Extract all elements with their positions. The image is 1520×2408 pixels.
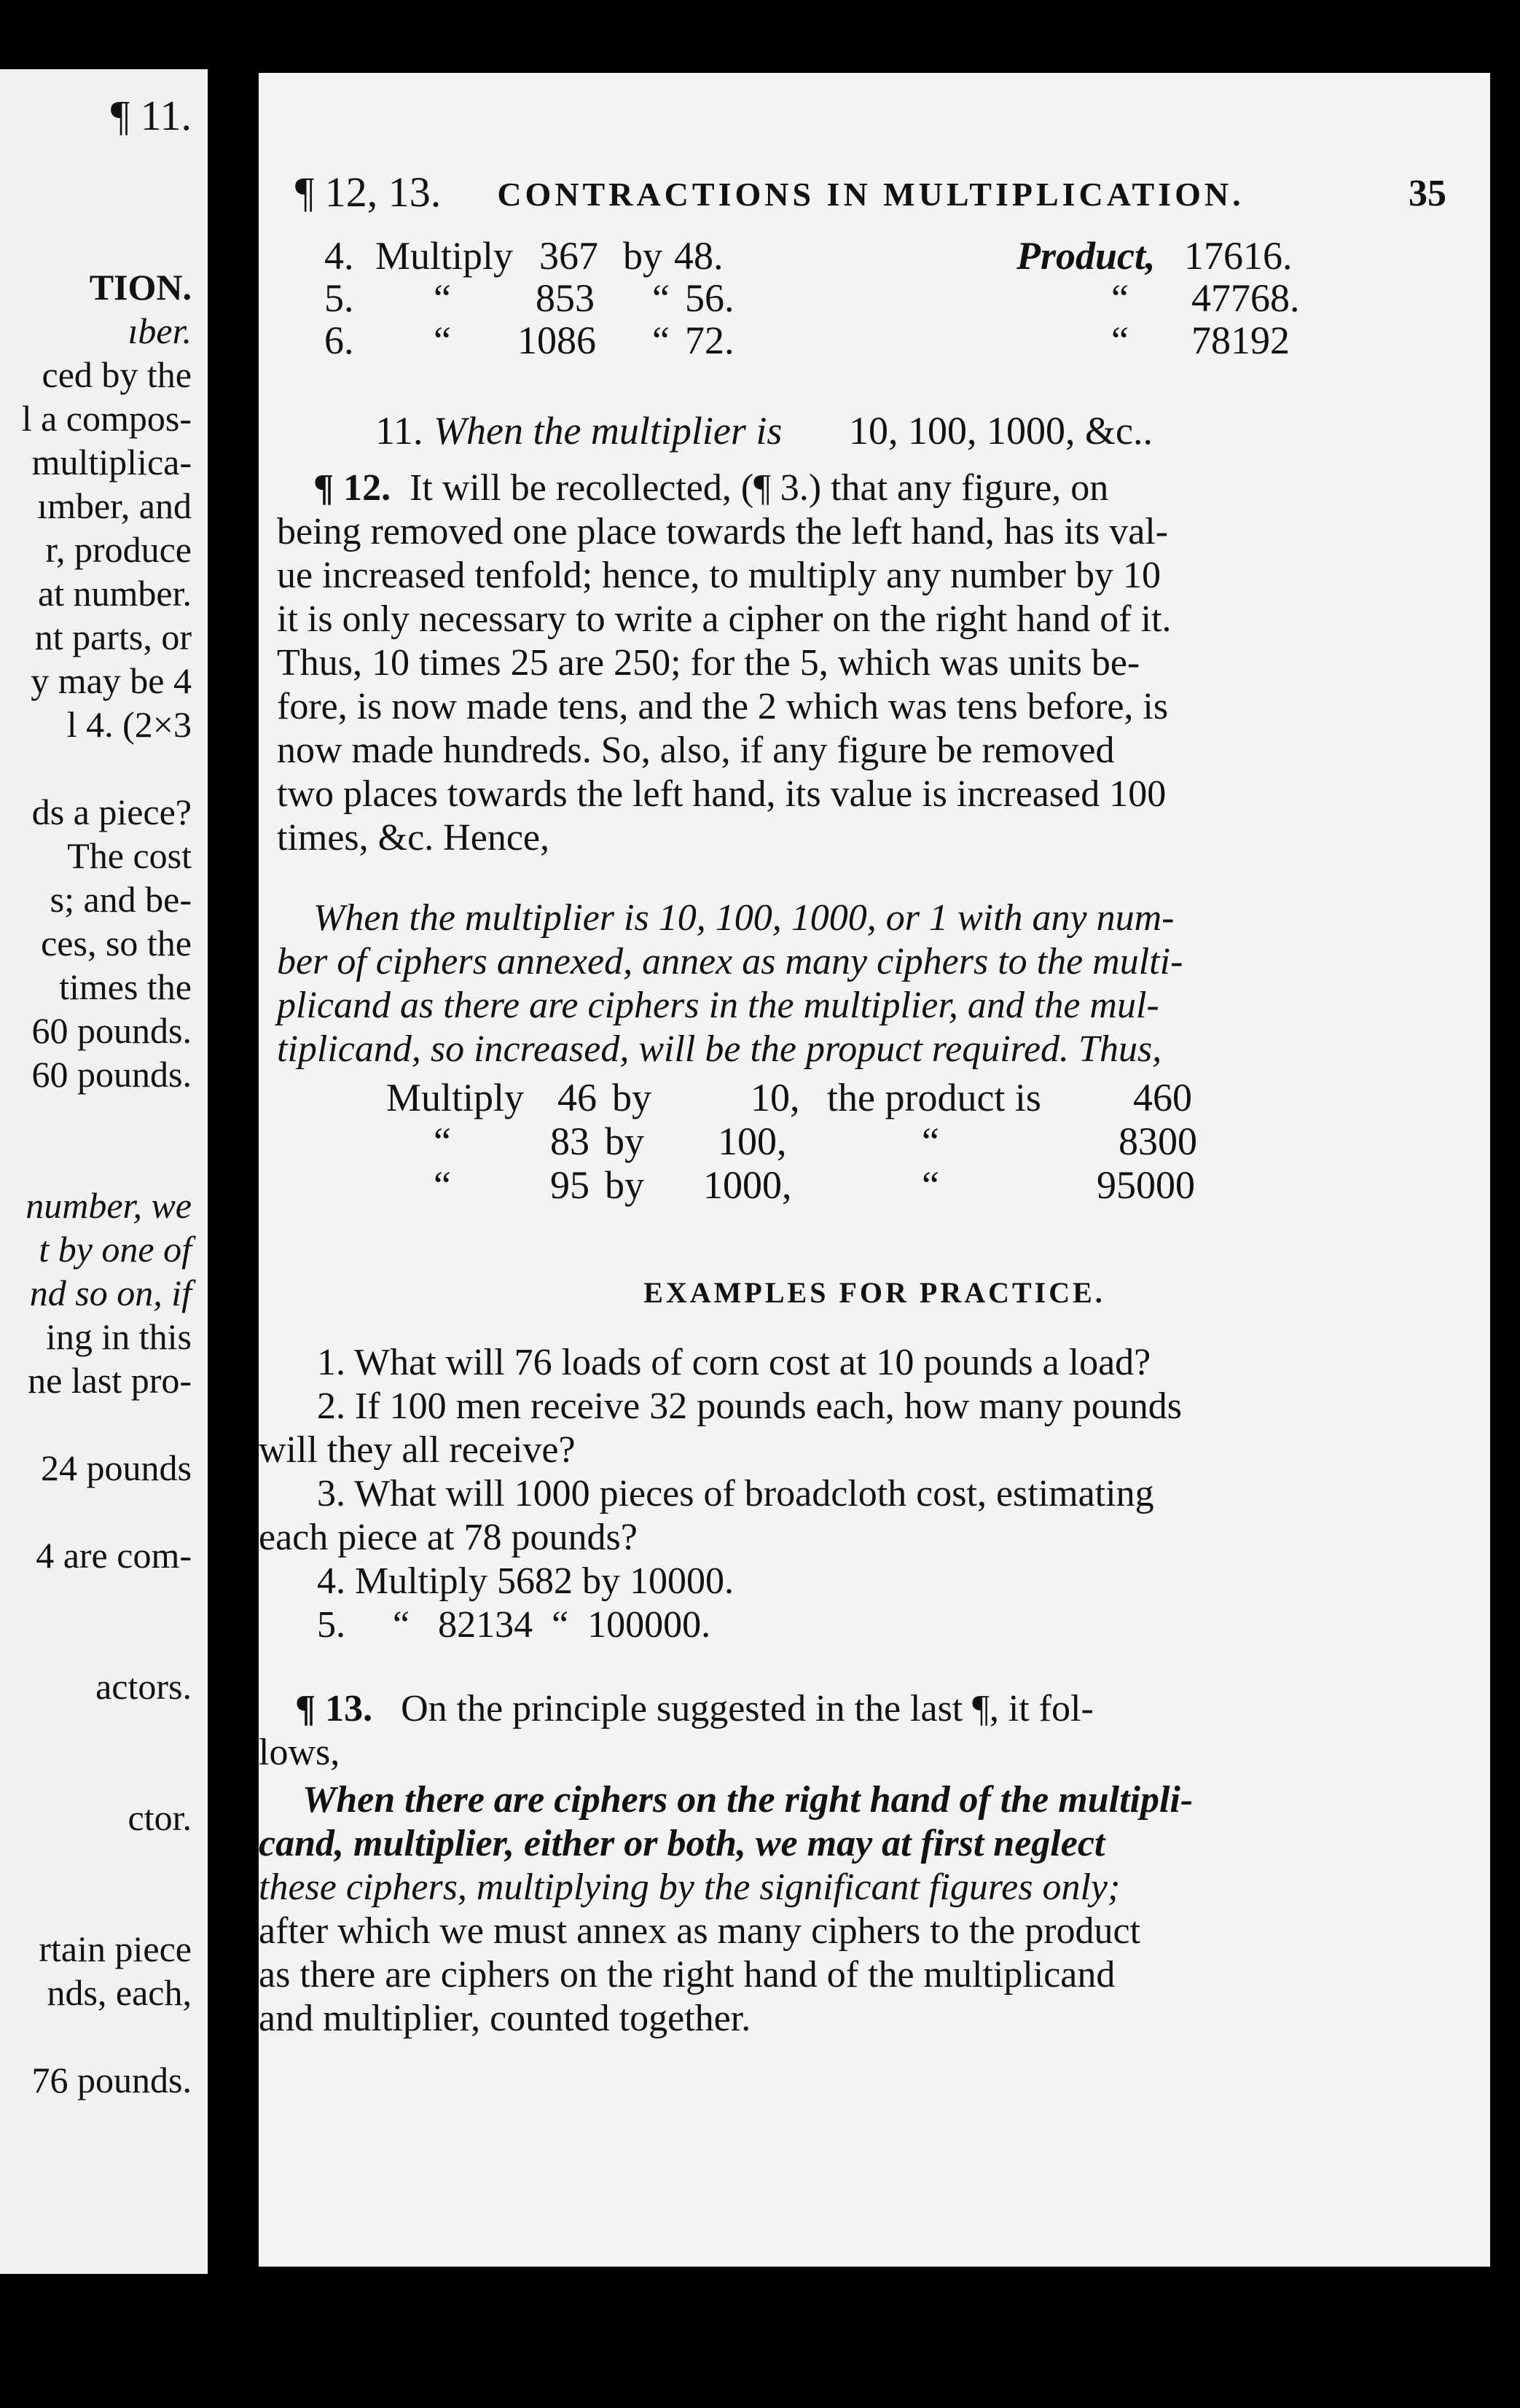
left-line: actors. [95,1666,192,1707]
practice-item: 1. What will 76 loads of corn cost at 10 pounds a load? [317,1342,1151,1383]
example-label: “ [1111,276,1129,320]
practice-item: 5. “ 82134 “ 100000. [317,1604,711,1646]
line-text: It will be recollected, (¶ 3.) that any figure, on [410,467,1109,509]
left-line: 24 pounds [41,1447,192,1488]
example-result: 78192 [1191,318,1290,362]
paragraph-line: ber of ciphers annexed, annex as many ciphers to the multi- [277,941,1183,982]
header-title: CONTRACTIONS IN MULTIPLICATION. [497,176,1245,213]
example-label: “ [1111,318,1129,362]
example-b: 72. [685,318,734,362]
paragraph-line: after which we must annex as many ciphers to the product [259,1910,1141,1952]
page-gutter [208,0,259,2408]
rule-13-paragraph [259,1778,1461,2041]
example-b: 10, [751,1076,800,1119]
practice-heading: EXAMPLES FOR PRACTICE. [643,1276,1105,1309]
example-a: 1086 [517,318,596,362]
left-line: 60 pounds. [31,1010,192,1051]
example-b: 1000, [703,1163,792,1207]
right-page [259,73,1490,2267]
left-line: nd so on, if [29,1273,192,1313]
paragraph-line: times, &c. Hence, [277,817,549,859]
example-num: 6. [324,318,354,362]
paragraph-line: fore, is now made tens, and the 2 which was tens before, is [277,686,1169,727]
example-verb: “ [434,276,451,320]
practice-item: 2. If 100 men receive 32 pounds each, how many pounds [317,1385,1183,1427]
example-verb: “ [434,1119,451,1163]
rule-example-row [259,1162,1490,1206]
left-line: y may be 4 [31,660,192,701]
example-verb: Multiply [386,1076,525,1119]
example-a: 83 [550,1119,589,1163]
example-by: by [605,1119,644,1163]
rule-11-heading [259,408,1490,455]
paragraph-line: these ciphers, multiplying by the significant figures only; [259,1866,1121,1908]
left-line: The cost [67,835,192,876]
paragraph-line: two places towards the left hand, its value is increased 100 [277,773,1167,815]
example-result: 8300 [1119,1119,1197,1163]
paragraph-line: as there are ciphers on the right hand of the multiplicand [259,1954,1116,1995]
left-line: r, produce [45,529,192,570]
left-line: ced by the [42,354,192,395]
left-line: ds a piece? [31,791,192,832]
paragraph-line: Thus, 10 times 25 are 250; for the 5, which was units be- [277,642,1140,684]
line-text: On the principle suggested in the last ¶, it fol- [401,1688,1094,1729]
paragraph-line [277,466,1461,510]
rule-text: When the multiplier is [434,409,783,453]
example-by: by [612,1076,651,1119]
paragraph-line: and multiplier, counted together. [259,1998,751,2039]
example-result: 460 [1133,1076,1192,1119]
example-verb: Multiply [375,234,514,278]
example-by: “ [652,276,670,320]
left-line: 4 are com- [36,1535,192,1576]
page-number: 35 [1409,173,1446,214]
paragraph-line: When the multiplier is 10, 100, 1000, or 1 with any num- [313,897,1175,939]
left-line: multiplica- [31,442,192,482]
example-a: 46 [557,1076,597,1119]
example-result: 17616. [1184,234,1293,278]
example-result: 95000 [1097,1163,1195,1207]
paragraph-line: now made hundreds. So, also, if any figure be removed [277,730,1115,771]
example-num: 4. [324,234,354,278]
paragraph-line: ue increased tenfold; hence, to multiply any number by 10 [277,555,1161,596]
paragraph-line: tiplicand, so increased, will be the propuct required. Thus, [277,1028,1162,1070]
left-line: l a compos- [21,398,192,439]
example-by: “ [652,318,670,362]
paragraph-13 [259,1687,1461,1775]
left-line: ctor. [128,1797,192,1838]
example-b: 48. [674,234,724,278]
paragraph-line: plicand as there are ciphers in the multiplier, and the mul- [277,985,1159,1026]
paragraph-line: When there are ciphers on the right hand of the multipli- [302,1779,1194,1821]
left-line: ımber, and [37,485,192,526]
example-label: Product, [1016,234,1156,278]
example-row [259,233,1490,277]
example-verb: “ [434,318,451,362]
left-line: nt parts, or [34,617,192,657]
example-label: the product is [827,1076,1041,1119]
header-sections: ¶ 12, 13. [295,168,442,216]
paragraph-line: it is only necessary to write a cipher on the right hand of it. [277,598,1172,640]
section-mark: ¶ 13. [295,1688,373,1729]
paragraph-12 [277,466,1461,860]
example-a: 853 [536,276,595,320]
example-num: 5. [324,276,354,320]
right-page-content [259,73,1490,2267]
rule-example-row [259,1075,1490,1119]
practice-item: 4. Multiply 5682 by 10000. [317,1560,734,1602]
left-line: 76 pounds. [31,2060,192,2100]
example-label: “ [922,1119,939,1163]
left-line: ıber. [128,310,192,351]
paragraph-line: cand, multiplier, either or both, we may at first neglect [259,1823,1105,1864]
left-line: nds, each, [47,1972,192,2013]
rule-example-row [259,1119,1490,1162]
left-line: 60 pounds. [31,1054,192,1095]
example-row [259,318,1490,361]
left-line: times the [59,966,192,1007]
left-line: s; and be- [50,879,192,920]
paragraph-line: being removed one place towards the left hand, has its val- [277,511,1169,552]
left-line: number, we [26,1185,192,1226]
example-a: 95 [550,1163,589,1207]
example-by: by [623,234,662,278]
left-page-fragment [0,69,208,2274]
example-verb: “ [434,1163,451,1207]
rule-paragraph [277,896,1461,1071]
practice-item: each piece at 78 pounds? [259,1517,638,1558]
left-line: ¶ 11. [110,92,192,139]
practice-item: will they all receive? [259,1429,576,1471]
left-line: ne last pro- [28,1360,192,1401]
paragraph-line: lows, [259,1732,340,1773]
practice-item: 3. What will 1000 pieces of broadcloth cost, estimating [317,1473,1154,1514]
section-mark: ¶ 12. [313,467,391,509]
example-label: “ [922,1163,939,1207]
example-by: by [605,1163,644,1207]
left-line: ing in this [45,1316,192,1357]
paragraph-line [259,1687,1461,1731]
left-line: ces, so the [41,923,192,963]
example-b: 56. [685,276,734,320]
rule-number: 11. [375,409,423,453]
practice-list [259,1341,1461,1647]
example-a: 367 [539,234,598,278]
example-result: 47768. [1191,276,1300,320]
rule-values: 10, 100, 1000, &c.. [849,409,1153,453]
running-header [295,168,1446,219]
left-line: rtain piece [39,1928,192,1969]
left-line: t by one of [39,1229,192,1270]
example-b: 100, [718,1119,787,1163]
left-line: at number. [37,573,192,614]
left-line: TION. [89,267,192,308]
left-line: l 4. (2×3 [66,704,192,745]
example-row [259,275,1490,319]
